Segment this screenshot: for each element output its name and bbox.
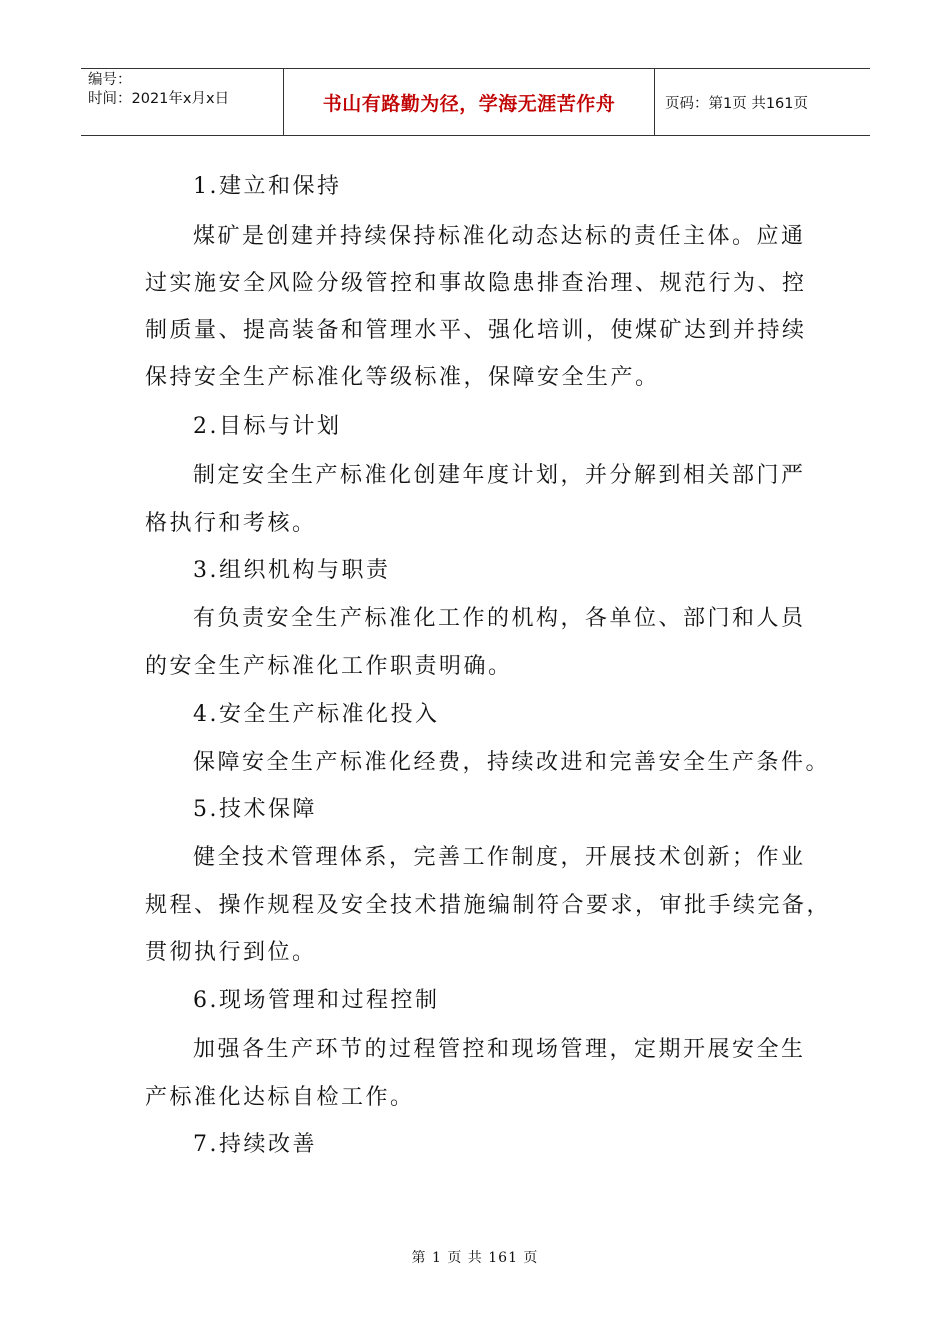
doc-code-label: 编号： [88,72,132,88]
paragraph-line: 保持安全生产标准化等级标准，保障安全生产。 [145,365,660,390]
paragraph-line: 健全技术管理体系，完善工作制度，开展技术创新；作业 [193,845,806,870]
paragraph-line: 过实施安全风险分级管控和事故隐患排查治理、规范行为、控 [145,271,807,296]
section-heading: 3.组织机构与职责 [193,558,391,583]
section-heading: 6.现场管理和过程控制 [193,988,440,1013]
page-footer: 第 1 页 共 161 页 [411,1250,539,1266]
section-heading: 7.持续改善 [193,1132,317,1157]
section-heading: 4.安全生产标准化投入 [193,702,440,727]
header-meta [81,69,284,135]
paragraph-line: 制质量、提高装备和管理水平、强化培训，使煤矿达到并持续 [145,318,807,343]
header-page-info: 页码：第1页 共161页 [665,95,809,112]
section-heading: 5.技术保障 [193,797,317,822]
paragraph-line: 规程、操作规程及安全技术措施编制符合要求，审批手续完备， [145,893,832,918]
section-heading: 2.目标与计划 [193,414,342,439]
header-motto: 书山有路勤为径，学海无涯苦作舟 [284,69,655,135]
paragraph-line: 保障安全生产标准化经费，持续改进和完善安全生产条件。 [193,750,831,775]
paragraph-line: 有负责安全生产标准化工作的机构，各单位、部门和人员 [193,606,806,631]
paragraph-line: 煤矿是创建并持续保持标准化动态达标的责任主体。应通 [193,224,806,249]
paragraph-line: 贯彻执行到位。 [145,940,317,965]
paragraph-line: 产标准化达标自检工作。 [145,1085,415,1110]
paragraph-line: 制定安全生产标准化创建年度计划，并分解到相关部门严 [193,463,806,488]
paragraph-line: 的安全生产标准化工作职责明确。 [145,654,513,679]
doc-date-label: 时间：2021年x月x日 [88,91,230,107]
page-header [81,68,870,136]
paragraph-line: 格执行和考核。 [145,511,317,536]
section-heading: 1.建立和保持 [193,174,342,199]
paragraph-line: 加强各生产环节的过程管控和现场管理，定期开展安全生 [193,1037,806,1062]
